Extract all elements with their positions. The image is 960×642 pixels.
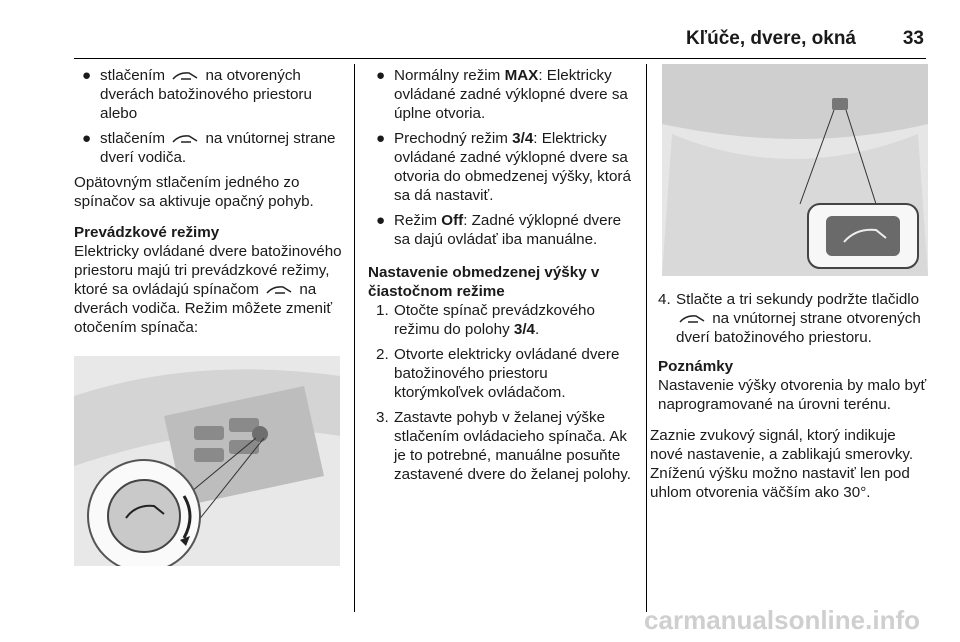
column-1 [74, 66, 344, 349]
page-header [74, 22, 926, 52]
step-item: 1. Otočte spínač prevádzkového režimu do polohy 3/4. [376, 302, 595, 338]
note-box [650, 357, 928, 414]
column-divider-1 [354, 64, 355, 612]
step-item: 3. Zastavte pohyb v želanej výške stlačením ovládacieho spínača. Ak je to potrebné, manuálne posuňte zastavené dvere do želanej polohy. [376, 409, 631, 483]
tailgate-button-icon [678, 313, 706, 325]
watermark: carmanualsonline.info [644, 605, 920, 635]
step-item: 4. Stlačte a tri sekundy podržte tlačidlo na vnútornej strane otvorených dverí batožinového priestoru. [658, 291, 921, 346]
tailgate-illustration [662, 64, 928, 276]
header-rule [74, 58, 926, 59]
bullet-item: ● stlačením na otvorených dverách batožinového priestoru alebo [82, 67, 312, 122]
note-text: Nastavenie výšky otvorenia by malo byť naprogramované na úrovni terénu. [658, 377, 927, 413]
column-2 [368, 66, 640, 490]
page-title: Kľúče, dvere, okná [686, 28, 856, 49]
bullet-item: ● Prechodný režim 3/4: Elektricky ovládané zadné výklopné dvere sa otvoria do obmedzenej výšky, ktorá sa dá nastaviť. [376, 130, 631, 204]
bullet-item: ● stlačením na vnútornej strane dverí vodiča. [82, 130, 336, 166]
page-number: 33 [902, 28, 924, 49]
tailgate-button-icon [265, 284, 293, 296]
bullet-item: ● Normálny režim MAX: Elektricky ovládané zadné výklopné dvere sa úplne otvoria. [376, 67, 628, 122]
note-heading: Poznámky [658, 358, 734, 375]
section-heading: Nastavenie obmedzenej výšky v čiastočnom režime [368, 264, 600, 300]
paragraph: Zaznie zvukový signál, ktorý indikuje nové nastavenie, a zablikajú smerovky. Zníženú výšku možno nastaviť len pod uhlom otvorenia väčším ako 30°. [650, 427, 914, 501]
paragraph: Elektricky ovládané dvere batožinového priestoru majú tri prevádzkové režimy, ktoré sa ovládajú spínačom na dverách vodiča. Režim môžete zmeniť otočením spínača: [74, 243, 342, 336]
column-divider-2 [646, 64, 647, 612]
step-item: 2. Otvorte elektricky ovládané dvere batožinového priestoru ktorýmkoľvek ovládačom. [376, 346, 620, 401]
section-heading: Prevádzkové režimy [74, 224, 220, 241]
bullet-item: ● Režim Off: Zadné výklopné dvere sa dajú ovládať iba manuálne. [376, 212, 622, 248]
paragraph: Opätovným stlačením jedného zo spínačov sa aktivuje opačný pohyb. [74, 174, 314, 210]
column-3 [650, 290, 928, 514]
tailgate-button-icon [171, 133, 199, 145]
door-panel-illustration [74, 356, 340, 566]
tailgate-button-icon [171, 70, 199, 82]
